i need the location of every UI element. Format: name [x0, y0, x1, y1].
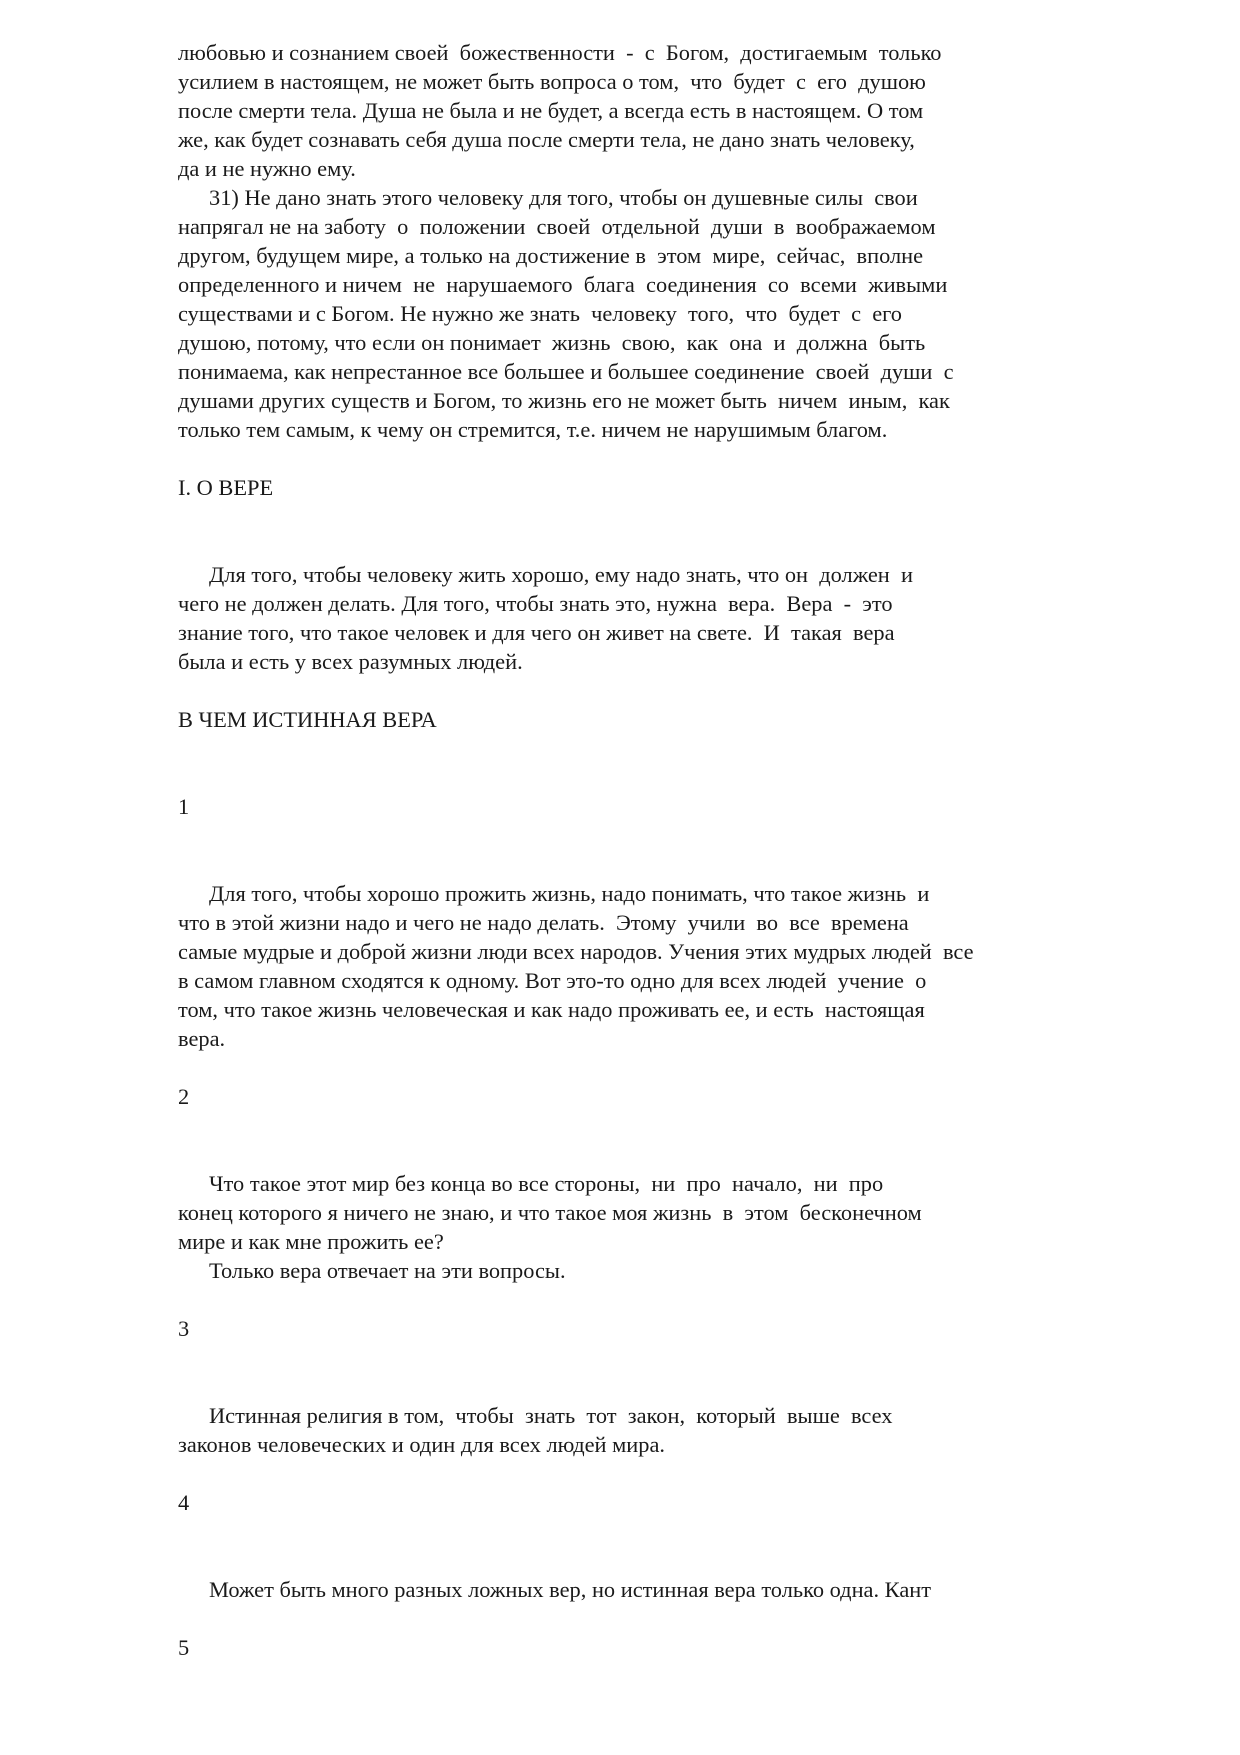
paragraph-start: Только вера отвечает на эти вопросы.	[209, 1258, 566, 1283]
section-number: 2	[178, 1084, 190, 1109]
section-number: 1	[178, 794, 190, 819]
section-heading-o-vere: I. О ВЕРЕ	[178, 475, 274, 500]
paragraph-start: Для того, чтобы человеку жить хорошо, ему надо знать, что он должен и	[209, 562, 913, 587]
text-line: существами и с Богом. Не нужно же знать человеку того, что будет с его	[178, 301, 902, 326]
text-line: напрягал не на заботу о положении своей отдельной души в воображаемом	[178, 214, 936, 239]
paragraph-start: Может быть много разных ложных вер, но истинная вера только одна. Кант	[209, 1577, 932, 1602]
text-line: после смерти тела. Душа не была и не будет, а всегда есть в настоящем. О том	[178, 98, 924, 123]
section-number: 3	[178, 1316, 190, 1341]
paragraph-start: Истинная религия в том, чтобы знать тот закон, который выше всех	[209, 1403, 893, 1428]
text-line: же, как будет сознавать себя душа после смерти тела, не дано знать человеку,	[178, 127, 915, 152]
text-line: другом, будущем мире, а только на достижение в этом мире, сейчас, вполне	[178, 243, 924, 268]
text-line: мире и как мне прожить ее?	[178, 1229, 444, 1254]
text-line: да и не нужно ему.	[178, 156, 356, 181]
text-line: самые мудрые и доброй жизни люди всех народов. Учения этих мудрых людей все	[178, 939, 974, 964]
paragraph-start: Что такое этот мир без конца во все стороны, ни про начало, ни про	[209, 1171, 884, 1196]
section-number: 4	[178, 1490, 190, 1515]
text-line: душами других существ и Богом, то жизнь его не может быть ничем иным, как	[178, 388, 950, 413]
paragraph-start: Для того, чтобы хорошо прожить жизнь, надо понимать, что такое жизнь и	[209, 881, 930, 906]
section-heading-istinnaya-vera: В ЧЕМ ИСТИННАЯ ВЕРА	[178, 707, 437, 732]
text-line: что в этой жизни надо и чего не надо делать. Этому учили во все времена	[178, 910, 909, 935]
paragraph-31-start: 31) Не дано знать этого человеку для того, чтобы он душевные силы свои	[209, 185, 918, 210]
text-line: усилием в настоящем, не может быть вопроса о том, что будет с его душою	[178, 69, 926, 94]
text-line: любовью и сознанием своей божественности - с Богом, достигаемым только	[178, 40, 942, 65]
text-line: конец которого я ничего не знаю, и что такое моя жизнь в этом бесконечном	[178, 1200, 922, 1225]
text-line: понимаема, как непрестанное все большее и большее соединение своей души с	[178, 359, 954, 384]
section-number: 5	[178, 1635, 190, 1660]
text-line: вера.	[178, 1026, 226, 1051]
text-line: том, что такое жизнь человеческая и как надо проживать ее, и есть настоящая	[178, 997, 925, 1022]
text-line: законов человеческих и один для всех людей мира.	[178, 1432, 665, 1457]
text-line: была и есть у всех разумных людей.	[178, 649, 523, 674]
text-line: определенного и ничем не нарушаемого блага соединения со всеми живыми	[178, 272, 948, 297]
text-line: душою, потому, что если он понимает жизнь свою, как она и должна быть	[178, 330, 926, 355]
text-line: в самом главном сходятся к одному. Вот это-то одно для всех людей учение о	[178, 968, 927, 993]
text-line: знание того, что такое человек и для чего он живет на свете. И такая вера	[178, 620, 895, 645]
text-line: только тем самым, к чему он стремится, т.е. ничем не нарушимым благом.	[178, 417, 888, 442]
text-line: чего не должен делать. Для того, чтобы знать это, нужна вера. Вера - это	[178, 591, 893, 616]
